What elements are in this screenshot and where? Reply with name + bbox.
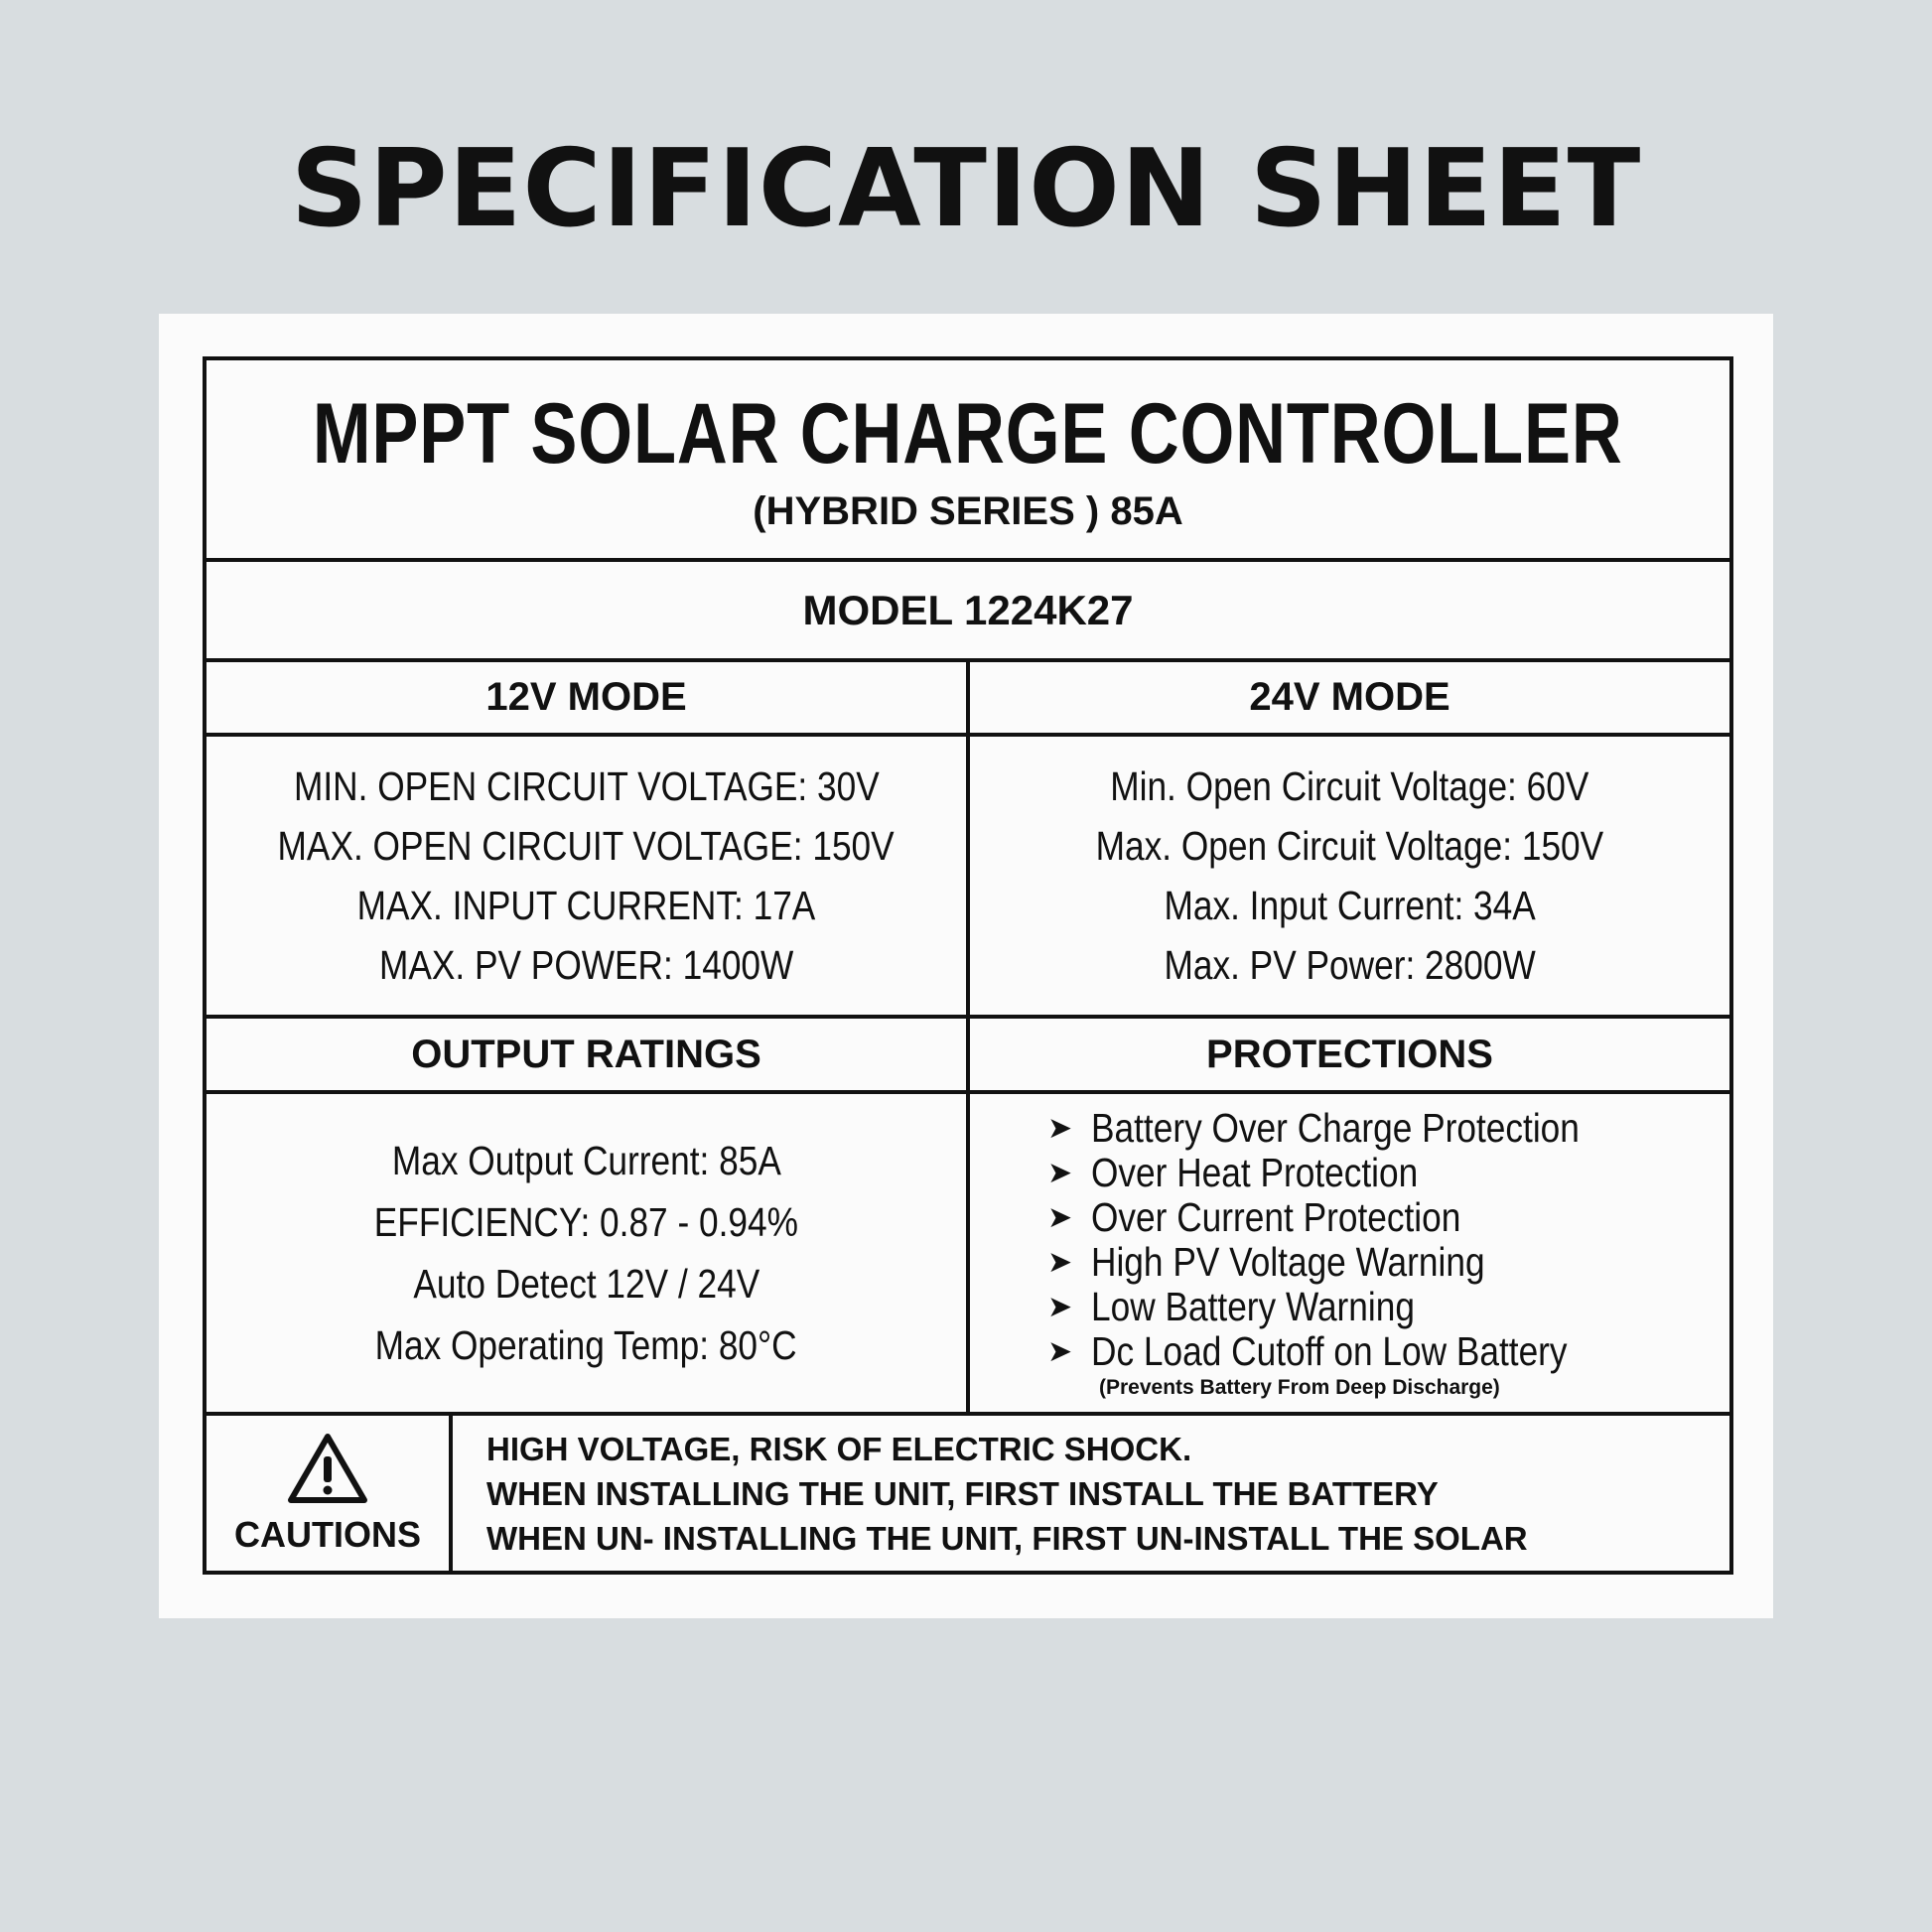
arrow-right-icon: ➤ <box>1047 1290 1073 1324</box>
protection-label: High PV Voltage Warning <box>1091 1239 1485 1285</box>
spec-line: MAX. INPUT CURRENT: 17A <box>356 883 816 928</box>
output-header-cell <box>207 1019 970 1094</box>
list-item <box>1047 1106 1729 1151</box>
mode24-header: 24V MODE <box>1249 675 1450 719</box>
model-row <box>207 562 1729 662</box>
spec-line: Max. Input Current: 34A <box>1164 883 1536 928</box>
protection-label: Dc Load Cutoff on Low Battery <box>1091 1328 1568 1374</box>
title-block <box>207 360 1729 562</box>
caution-line: WHEN INSTALLING THE UNIT, FIRST INSTALL THE BATTERY <box>486 1474 1439 1512</box>
mode12-header: 12V MODE <box>485 675 687 719</box>
list-item <box>1047 1285 1729 1329</box>
spec-line: MAX. OPEN CIRCUIT VOLTAGE: 150V <box>277 823 896 869</box>
caution-line: HIGH VOLTAGE, RISK OF ELECTRIC SHOCK. <box>486 1430 1192 1467</box>
caution-text-block <box>453 1416 1729 1571</box>
protection-label: Battery Over Charge Protection <box>1091 1105 1580 1151</box>
arrow-right-icon: ➤ <box>1047 1200 1073 1235</box>
page-title: SPECIFICATION SHEET <box>290 127 1642 251</box>
mode24-header-cell <box>970 662 1729 737</box>
caution-row <box>207 1416 1729 1571</box>
caution-badge <box>207 1416 453 1571</box>
arrow-right-icon: ➤ <box>1047 1334 1073 1369</box>
spec-label-photo <box>159 314 1773 1618</box>
protections-list <box>970 1094 1729 1416</box>
output-specs <box>207 1094 970 1416</box>
product-title: MPPT SOLAR CHARGE CONTROLLER <box>313 385 1623 482</box>
spec-table <box>203 356 1733 1575</box>
spec-line: MIN. OPEN CIRCUIT VOLTAGE: 30V <box>293 763 880 809</box>
spec-line: Max. Open Circuit Voltage: 150V <box>1095 823 1604 869</box>
warning-triangle-icon <box>286 1431 369 1506</box>
output-line: Max Output Current: 85A <box>391 1138 781 1183</box>
list-item <box>1047 1240 1729 1285</box>
mode12-specs <box>207 737 970 1019</box>
arrow-right-icon: ➤ <box>1047 1111 1073 1146</box>
caution-label: CAUTIONS <box>234 1514 421 1555</box>
arrow-right-icon: ➤ <box>1047 1156 1073 1190</box>
arrow-right-icon: ➤ <box>1047 1245 1073 1280</box>
mode12-header-cell <box>207 662 970 737</box>
mode24-specs <box>970 737 1729 1019</box>
protection-note: (Prevents Battery From Deep Discharge) <box>1099 1376 1500 1399</box>
list-item <box>1047 1329 1729 1374</box>
model-number: MODEL 1224K27 <box>802 586 1134 633</box>
protection-label: Low Battery Warning <box>1091 1284 1415 1329</box>
output-line: EFFICIENCY: 0.87 - 0.94% <box>373 1199 799 1245</box>
output-header: OUTPUT RATINGS <box>411 1032 761 1076</box>
spec-line: MAX. PV POWER: 1400W <box>378 942 794 988</box>
protection-label: Over Current Protection <box>1091 1194 1461 1240</box>
spec-line: Min. Open Circuit Voltage: 60V <box>1110 763 1589 809</box>
protections-header-cell <box>970 1019 1729 1094</box>
protection-label: Over Heat Protection <box>1091 1150 1419 1195</box>
product-subtitle: (HYBRID SERIES ) 85A <box>753 488 1183 533</box>
list-item <box>1047 1195 1729 1240</box>
list-item <box>1047 1151 1729 1195</box>
spec-line: Max. PV Power: 2800W <box>1164 942 1536 988</box>
output-line: Auto Detect 12V / 24V <box>413 1261 759 1307</box>
protections-header: PROTECTIONS <box>1206 1032 1493 1076</box>
caution-line: WHEN UN- INSTALLING THE UNIT, FIRST UN-INSTALL THE SOLAR <box>486 1519 1528 1557</box>
output-line: Max Operating Temp: 80°C <box>374 1322 797 1368</box>
